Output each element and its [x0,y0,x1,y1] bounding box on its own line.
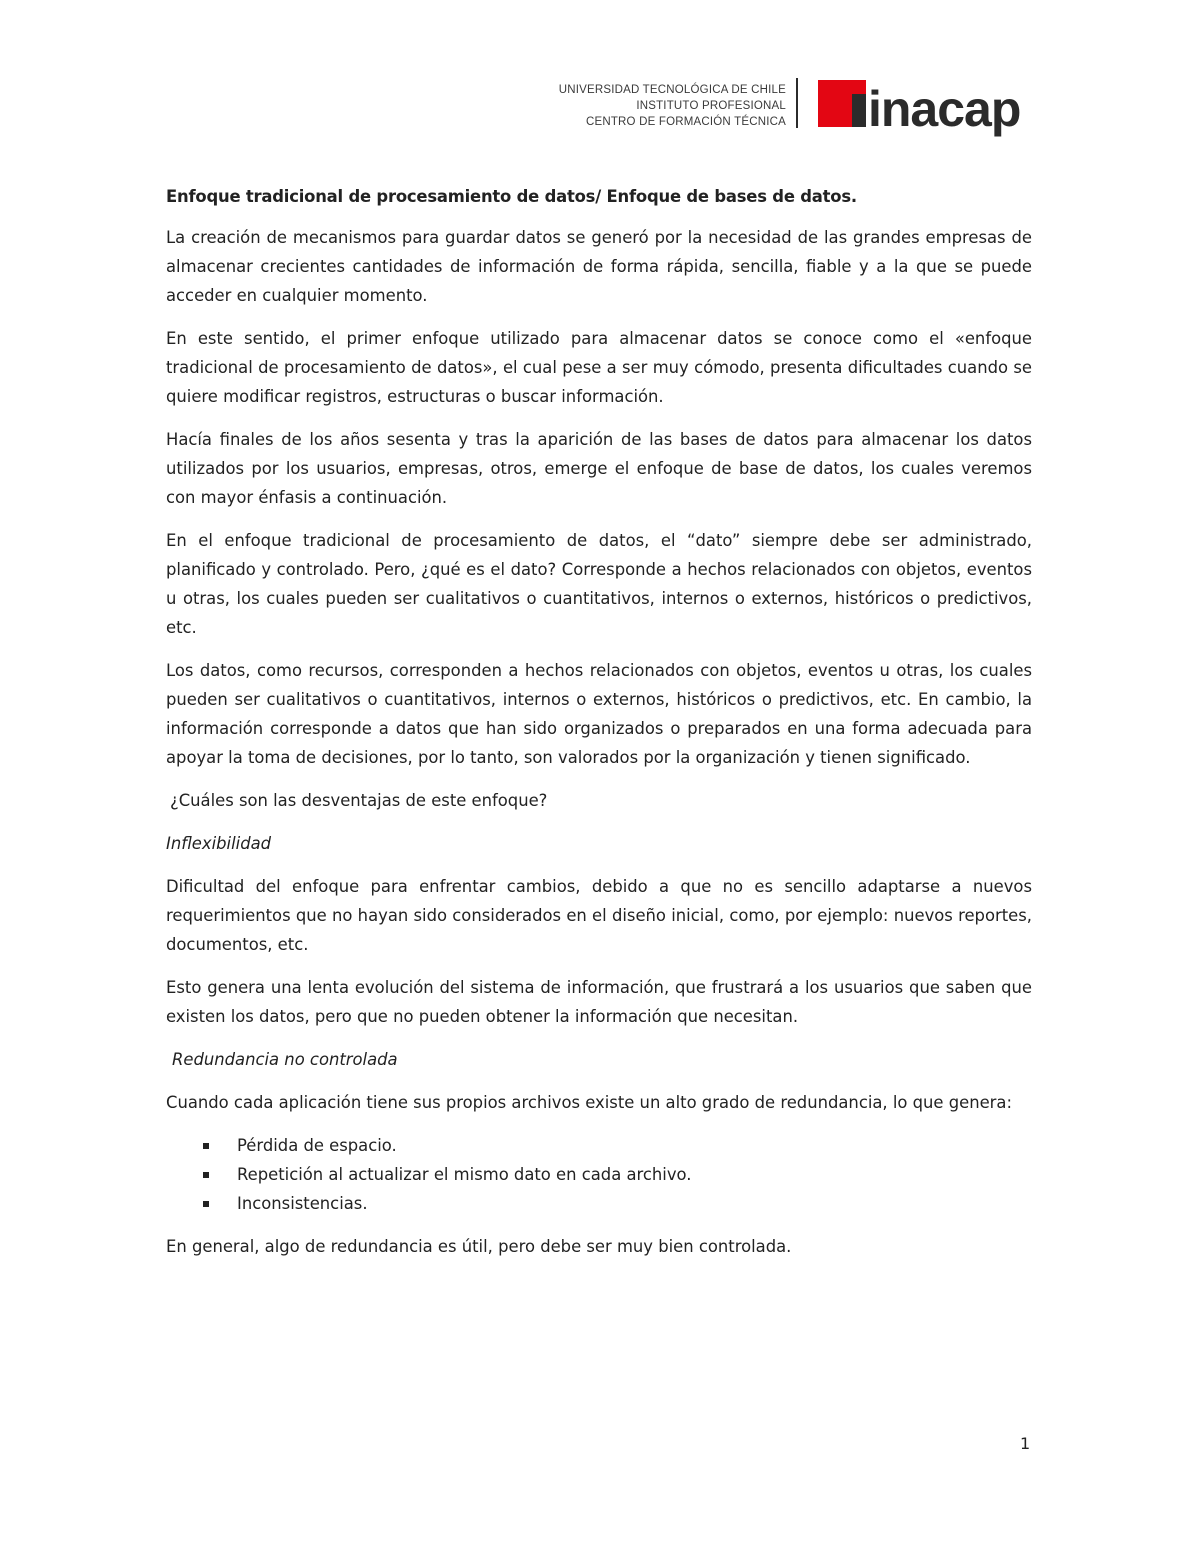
question-heading: ¿Cuáles son las desventajas de este enfoque? [170,791,548,810]
logo-i-stem [852,94,866,127]
paragraph: Esto genera una lenta evolución del sistema de información, que frustrará a los usuarios que saben que existen los datos, pero que no pueden obtener la información que necesitan. [166,978,1032,1026]
institution-lines [559,82,786,130]
document-title: Enfoque tradicional de procesamiento de datos/ Enfoque de bases de datos. [166,187,857,206]
inflexibility-heading: Inflexibilidad [166,834,272,853]
paragraph: La creación de mecanismos para guardar datos se generó por la necesidad de las grandes empresas de almacenar crecientes cantidades de información de forma rápida, sencilla, fiable y a la que se puede acceder en cualquier momento. [166,228,1032,305]
document-body [166,182,1032,1275]
paragraph: En este sentido, el primer enfoque utilizado para almacenar datos se conoce como el «enfoque tradicional de procesamiento de datos», el cual pese a ser muy cómodo, presenta dificultades cuando se quiere modificar registros, estructuras o buscar información. [166,329,1032,406]
institution-line-3: CENTRO DE FORMACIÓN TÉCNICA [585,116,786,128]
list-item: Pérdida de espacio. [166,1131,1032,1160]
inacap-logo [818,78,1033,142]
paragraph: Dificultad del enfoque para enfrentar cambios, debido a que no es sencillo adaptarse a nuevos requerimientos que no hayan sido considerados en el diseño inicial, como, por ejemplo: nuevos reportes, documentos, etc. [166,877,1032,954]
logo-wordmark: inacap [868,81,1021,137]
header-divider [796,78,798,128]
paragraph: Los datos, como recursos, corresponden a hechos relacionados con objetos, eventos u otras, los cuales pueden ser cualitativos o cuantitativos, internos o externos, históricos o predictivos, etc. En cambio, la información corresponde a datos que han sido organizados o preparados en una forma adecuada para apoyar la toma de decisiones, por lo tanto, son valorados por la organización y tienen significado. [166,661,1032,767]
list-item: Repetición al actualizar el mismo dato en cada archivo. [166,1160,1032,1189]
redundancy-heading: Redundancia no controlada [172,1050,398,1069]
list-item: Inconsistencias. [166,1189,1032,1218]
paragraph: En el enfoque tradicional de procesamiento de datos, el “dato” siempre debe ser administrado, planificado y controlado. Pero, ¿qué es el dato? Corresponde a hechos relacionados con objetos, eventos u otras, los cuales pueden ser cualitativos o cuantitativos, internos o externos, históricos o predictivos, etc. [166,531,1032,637]
paragraph: Cuando cada aplicación tiene sus propios archivos existe un alto grado de redundancia, lo que genera: [166,1093,1012,1112]
paragraph: En general, algo de redundancia es útil, pero debe ser muy bien controlada. [166,1237,792,1256]
page-number: 1 [1020,1434,1031,1453]
institution-line-2: INSTITUTO PROFESIONAL [636,100,786,112]
institution-line-1: UNIVERSIDAD TECNOLÓGICA DE CHILE [558,84,786,96]
page-header [560,78,1040,142]
paragraph: Hacía finales de los años sesenta y tras la aparición de las bases de datos para almacenar los datos utilizados por los usuarios, empresas, otros, emerge el enfoque de base de datos, los cuales veremos con mayor énfasis a continuación. [166,430,1032,507]
bullet-list [166,1131,1032,1218]
